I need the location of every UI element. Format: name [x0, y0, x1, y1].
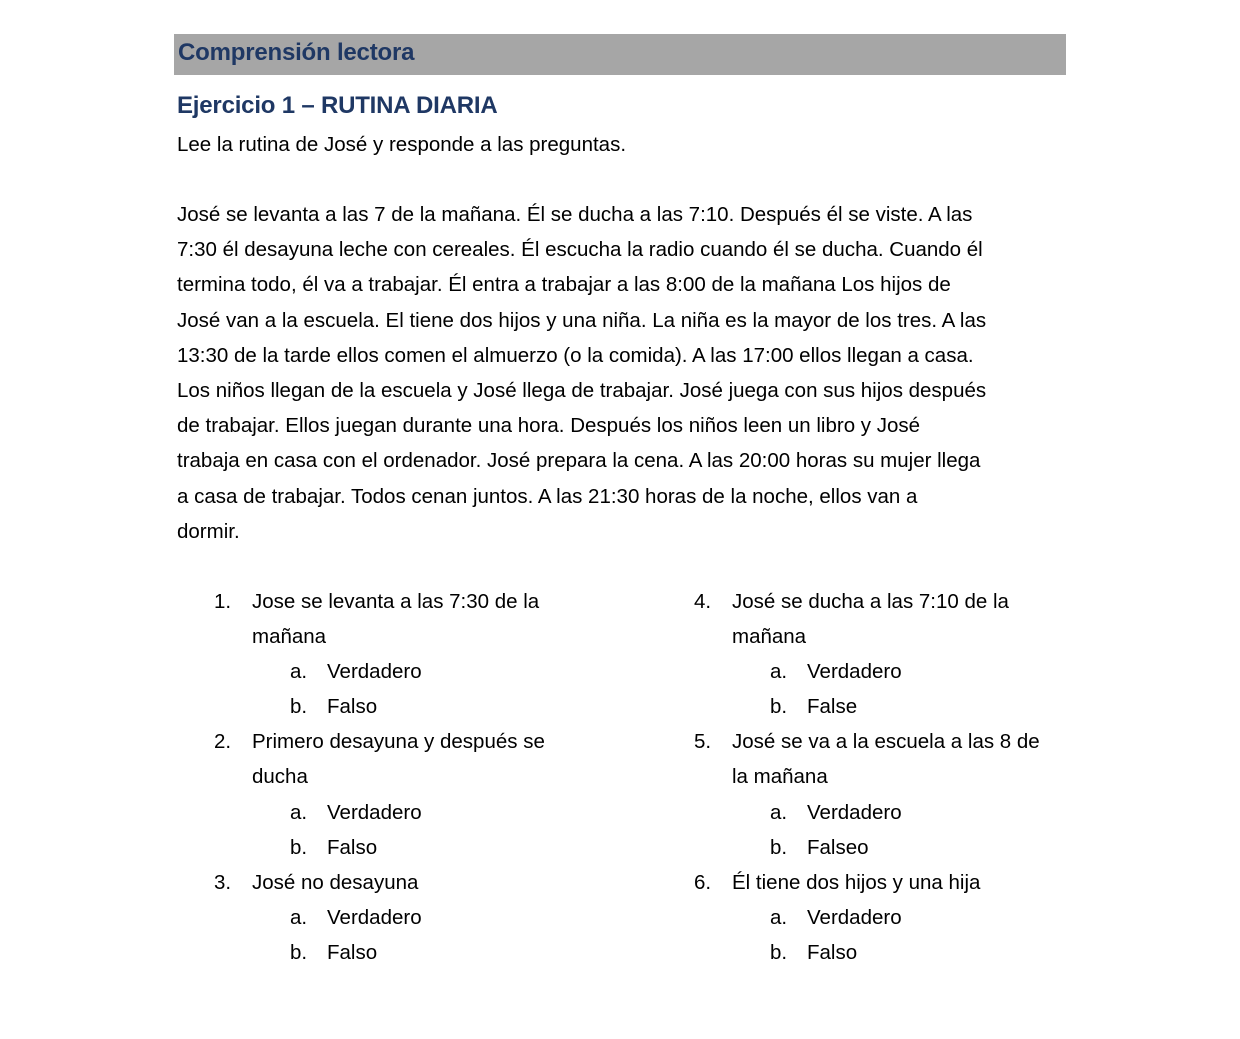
option-b — [694, 935, 1074, 970]
question-number: 6. — [694, 870, 712, 894]
question-number: 4. — [694, 590, 712, 613]
option-letter: b. — [770, 835, 788, 859]
option-text: Falseo — [807, 835, 869, 859]
option-b — [214, 830, 594, 865]
questions-right-column — [694, 584, 1074, 970]
question-text-line: José se ducha a las 7:10 de la — [732, 590, 1009, 613]
question-2 — [214, 724, 594, 864]
question-text-line: Primero desayuna y después se — [252, 730, 545, 754]
option-letter: a. — [290, 660, 308, 684]
passage-line: a casa de trabajar. Todos cenan juntos. A las 21:30 horas de la noche, ellos van a — [177, 484, 918, 508]
option-letter: a. — [290, 905, 308, 929]
question-text-line: Él tiene dos hijos y una hija — [732, 870, 981, 894]
option-a — [214, 654, 594, 689]
option-text: Verdadero — [807, 660, 902, 684]
option-letter: a. — [770, 660, 788, 684]
passage-line: dormir. — [177, 519, 240, 543]
question-text — [252, 724, 594, 794]
option-text: Verdadero — [807, 905, 902, 929]
option-letter: a. — [770, 905, 788, 929]
option-letter: b. — [770, 940, 788, 964]
question-number: 5. — [694, 730, 712, 754]
passage-line: termina todo, él va a trabajar. Él entra a trabajar a las 8:00 de la mañana Los hijos de — [177, 273, 951, 297]
question-text-line: la mañana — [732, 765, 828, 789]
question-number: 3. — [214, 870, 232, 894]
question-text — [252, 584, 594, 654]
question-number: 1. — [214, 590, 232, 613]
question-text-line: mañana — [252, 625, 327, 649]
reading-passage — [177, 197, 1069, 549]
option-b — [694, 689, 1074, 724]
question-number: 2. — [214, 730, 232, 754]
question-text — [252, 865, 594, 900]
question-5 — [694, 724, 1074, 864]
option-a — [214, 900, 594, 935]
question-text-line: José se va a la escuela a las 8 de — [732, 730, 1040, 754]
option-b — [214, 689, 594, 724]
option-text: Falso — [807, 940, 858, 964]
passage-line: 13:30 de la tarde ellos comen el almuerzo (o la comida). A las 17:00 ellos llegan a casa. — [177, 343, 974, 367]
question-text — [732, 724, 1074, 794]
option-text: Falso — [327, 940, 378, 964]
passage-line: José se levanta a las 7 de la mañana. Él se ducha a las 7:10. Después él se viste. A las — [177, 203, 973, 226]
question-6 — [694, 865, 1074, 970]
option-b — [694, 830, 1074, 865]
option-text: Verdadero — [327, 905, 422, 929]
question-text-line: ducha — [252, 765, 308, 789]
option-a — [694, 795, 1074, 830]
option-text: Falso — [327, 835, 378, 859]
passage-line: Los niños llegan de la escuela y José llega de trabajar. José juega con sus hijos después — [177, 379, 987, 403]
questions-left-column — [214, 584, 594, 970]
option-letter: b. — [290, 940, 308, 964]
option-text: Verdadero — [327, 800, 422, 824]
question-text — [732, 584, 1074, 654]
exercise-instruction: Lee la rutina de José y responde a las preguntas. — [177, 133, 627, 156]
question-text-line: José no desayuna — [252, 870, 419, 894]
option-text: Falso — [327, 695, 378, 719]
passage-line: 7:30 él desayuna leche con cereales. Él escucha la radio cuando él se ducha. Cuando él — [177, 238, 983, 262]
question-text — [732, 865, 1074, 900]
question-4 — [694, 584, 1074, 724]
option-b — [214, 935, 594, 970]
question-3 — [214, 865, 594, 970]
question-1 — [214, 584, 594, 724]
passage-line: José van a la escuela. El tiene dos hijos y una niña. La niña es la mayor de los tres. A las — [177, 308, 987, 332]
option-letter: b. — [770, 695, 788, 719]
option-a — [694, 900, 1074, 935]
section-title: Comprensión lectora — [178, 39, 415, 66]
exercise-title: Ejercicio 1 – RUTINA DIARIA — [177, 92, 498, 119]
passage-line: de trabajar. Ellos juegan durante una hora. Después los niños leen un libro y José — [177, 414, 921, 438]
passage-line: trabaja en casa con el ordenador. José prepara la cena. A las 20:00 horas su mujer llega — [177, 449, 981, 473]
section-header-bar — [174, 34, 1066, 75]
option-text: Verdadero — [807, 800, 902, 824]
option-text: False — [807, 695, 858, 719]
option-a — [694, 654, 1074, 689]
option-letter: b. — [290, 835, 308, 859]
question-text-line: Jose se levanta a las 7:30 de la — [252, 590, 540, 613]
option-letter: b. — [290, 695, 308, 719]
question-text-line: mañana — [732, 625, 807, 649]
option-a — [214, 795, 594, 830]
option-text: Verdadero — [327, 660, 422, 684]
option-letter: a. — [770, 800, 788, 824]
option-letter: a. — [290, 800, 308, 824]
